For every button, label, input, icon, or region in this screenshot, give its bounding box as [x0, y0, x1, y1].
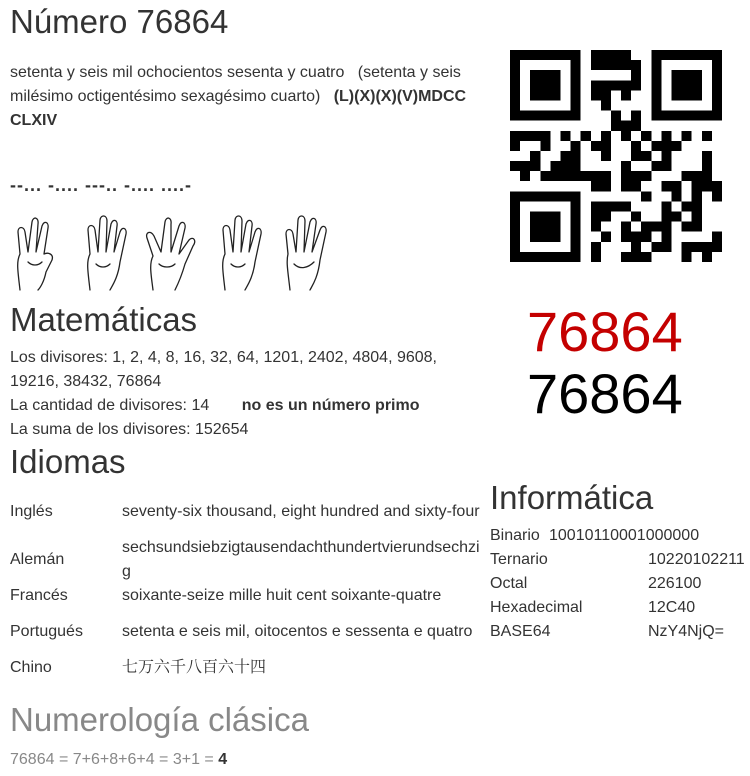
language-name: Francés: [10, 587, 68, 604]
base-value: 226100: [648, 575, 702, 592]
base-value: 12C40: [648, 599, 696, 616]
ordinal-in-words: (setenta y seis milésimo octigentésimo sexagésimo cuarto): [10, 64, 461, 105]
numerology-result: 4: [218, 751, 228, 768]
morse-code: --... -.... ---.. -.... ....-: [10, 175, 192, 195]
page-title: Número 76864: [10, 3, 229, 40]
number-in-words: setenta y seis mil ochocientos sesenta y cuatro: [10, 64, 345, 81]
language-name: Inglés: [10, 503, 53, 520]
hand-sign-icon: [223, 216, 261, 290]
divisor-sum-label: La suma de los divisores:: [10, 421, 191, 438]
language-name: Portugués: [10, 623, 83, 640]
number-description: [10, 61, 475, 133]
language-value: soixante-seize mille huit cent soixante-quatre: [122, 587, 442, 604]
numerology-heading: Numerología clásica: [10, 701, 309, 738]
divisor-count-line: [10, 394, 480, 418]
table-row: [10, 584, 480, 608]
base-name: Binario: [490, 527, 540, 544]
sign-language-hands: [10, 212, 340, 292]
table-row: [10, 656, 480, 680]
base-value: 10220102211: [648, 551, 745, 568]
base-name: Octal: [490, 575, 528, 592]
divisor-count-label: La cantidad de divisores:: [10, 397, 187, 414]
hand-sign-icon: [88, 216, 126, 290]
divisor-sum-value: 152654: [194, 421, 249, 438]
language-name: Alemán: [10, 551, 65, 568]
informatics-heading: Informática: [490, 479, 654, 516]
number-display-black: 76864: [527, 362, 683, 425]
divisors-label: Los divisores:: [10, 349, 108, 366]
math-heading: Matemáticas: [10, 301, 198, 338]
numerology-formula-line: [10, 748, 227, 772]
divisors-value: 1, 2, 4, 8, 16, 32, 64, 1201, 2402, 4804, 9608, 19216, 38432, 76864: [10, 349, 437, 390]
table-row: [10, 608, 480, 656]
hand-sign-icon: [147, 218, 195, 290]
base-name: BASE64: [490, 623, 551, 640]
divisor-count-value: 14: [191, 397, 210, 414]
language-value: sechsundsiebzigtausendachthundertvierundsechzig: [122, 539, 480, 580]
base-name: Ternario: [490, 551, 548, 568]
base-name: Hexadecimal: [490, 599, 583, 616]
language-value: 七万六千八百六十四: [122, 659, 267, 676]
numerology-formula: 76864 = 7+6+8+6+4 = 3+1 =: [10, 751, 214, 768]
divisor-sum-line: [10, 418, 480, 442]
table-row: [10, 536, 480, 584]
number-display-red: 76864: [527, 300, 683, 363]
language-value: setenta e seis mil, oitocentos e sessenta e quatro: [122, 623, 473, 640]
math-section: [10, 346, 480, 442]
base-value: 10010110001000000: [549, 527, 700, 544]
prime-status: no es un número primo: [241, 397, 420, 414]
qr-code-icon: [510, 50, 722, 262]
languages-heading: Idiomas: [10, 443, 126, 480]
base-value: NzY4NjQ=: [648, 623, 725, 640]
language-value: seventy-six thousand, eight hundred and sixty-four: [122, 503, 480, 520]
divisors-line: [10, 346, 480, 394]
languages-table: [10, 488, 480, 680]
hand-sign-icon: [286, 216, 326, 290]
language-name: Chino: [10, 659, 52, 676]
hand-sign-icon: [18, 218, 53, 290]
table-row: [10, 488, 480, 536]
roman-numeral: (L)(X)(X)(V)MDCC CLXIV: [10, 88, 467, 129]
